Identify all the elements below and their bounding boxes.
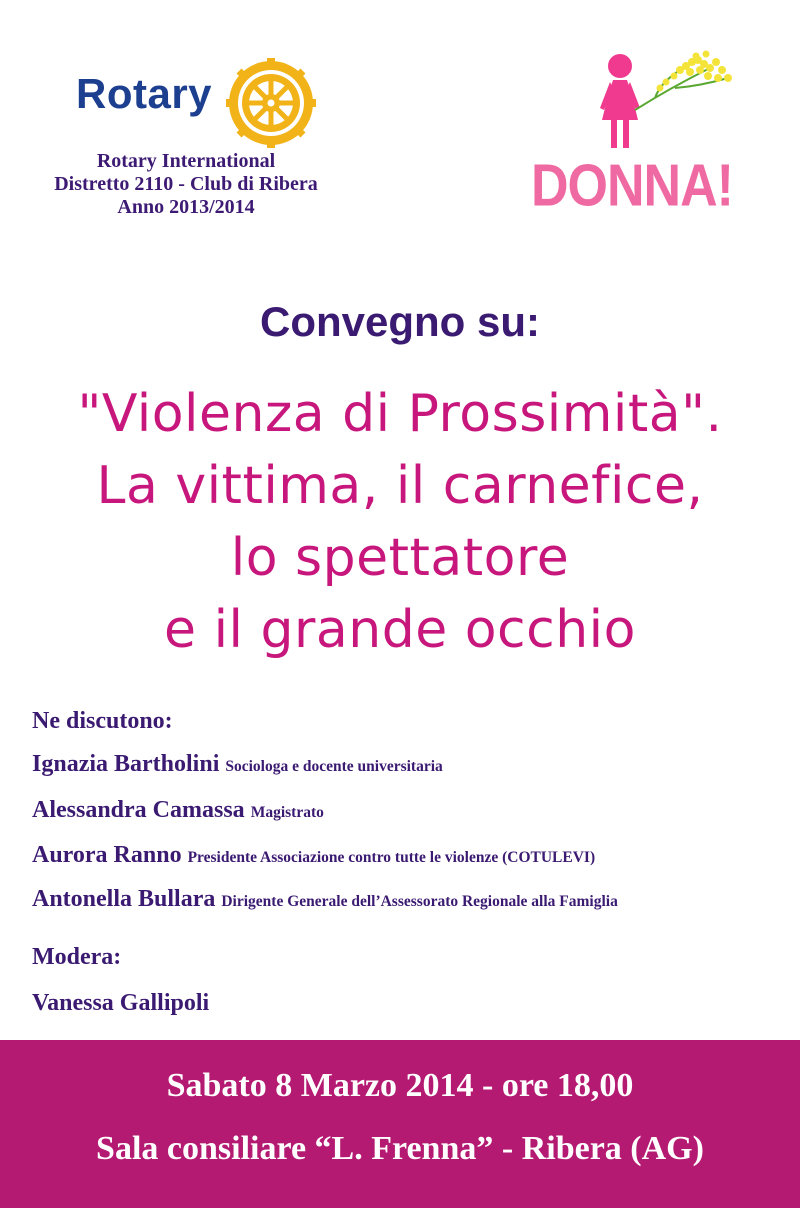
rotary-info-line: Anno 2013/2014 — [117, 196, 255, 218]
speaker-item — [32, 842, 595, 869]
donna-logo — [520, 48, 740, 218]
speaker-name: Ignazia Bartholini — [32, 751, 220, 777]
rotary-club-info — [0, 150, 372, 219]
speaker-name: Aurora Ranno — [32, 842, 182, 868]
speaker-item — [32, 797, 324, 824]
event-title — [0, 378, 800, 666]
speaker-name: Antonella Bullara — [32, 886, 216, 912]
speaker-role: Sociologa e docente universitaria — [225, 758, 443, 775]
convegno-heading: Convegno su: — [260, 298, 540, 345]
rotary-info-line: Distretto 2110 - Club di Ribera — [54, 173, 318, 195]
rotary-wheel-icon — [226, 58, 316, 148]
footer-banner — [0, 1040, 800, 1208]
speakers-label: Ne discutono: — [32, 708, 173, 734]
rotary-logo — [76, 58, 326, 140]
moderator-label: Modera: — [32, 944, 122, 970]
donna-logo-text: DONNA! — [531, 152, 733, 220]
speaker-name: Alessandra Camassa — [32, 797, 245, 823]
moderator-name: Vanessa Gallipoli — [32, 990, 210, 1016]
speaker-item — [32, 751, 443, 778]
title-line: lo spettatore — [230, 528, 570, 588]
rotary-info-line: Rotary International — [96, 150, 276, 172]
speaker-item — [32, 886, 618, 913]
title-line: La vittima, il carnefice, — [96, 456, 704, 516]
title-line: "Violenza di Prossimità". — [77, 384, 723, 444]
mimosa-icon — [630, 48, 740, 118]
event-venue: Sala consiliare “L. Frenna” - Ribera (AG) — [96, 1130, 704, 1167]
speaker-role: Dirigente Generale dell’Assessorato Regionale alla Famiglia — [221, 893, 618, 910]
speaker-role: Presidente Associazione contro tutte le violenze (COTULEVI) — [187, 849, 596, 866]
title-line: e il grande occhio — [164, 600, 636, 660]
event-date-time: Sabato 8 Marzo 2014 - ore 18,00 — [166, 1067, 634, 1104]
speaker-role: Magistrato — [250, 804, 324, 821]
rotary-logo-text: Rotary — [76, 70, 213, 117]
